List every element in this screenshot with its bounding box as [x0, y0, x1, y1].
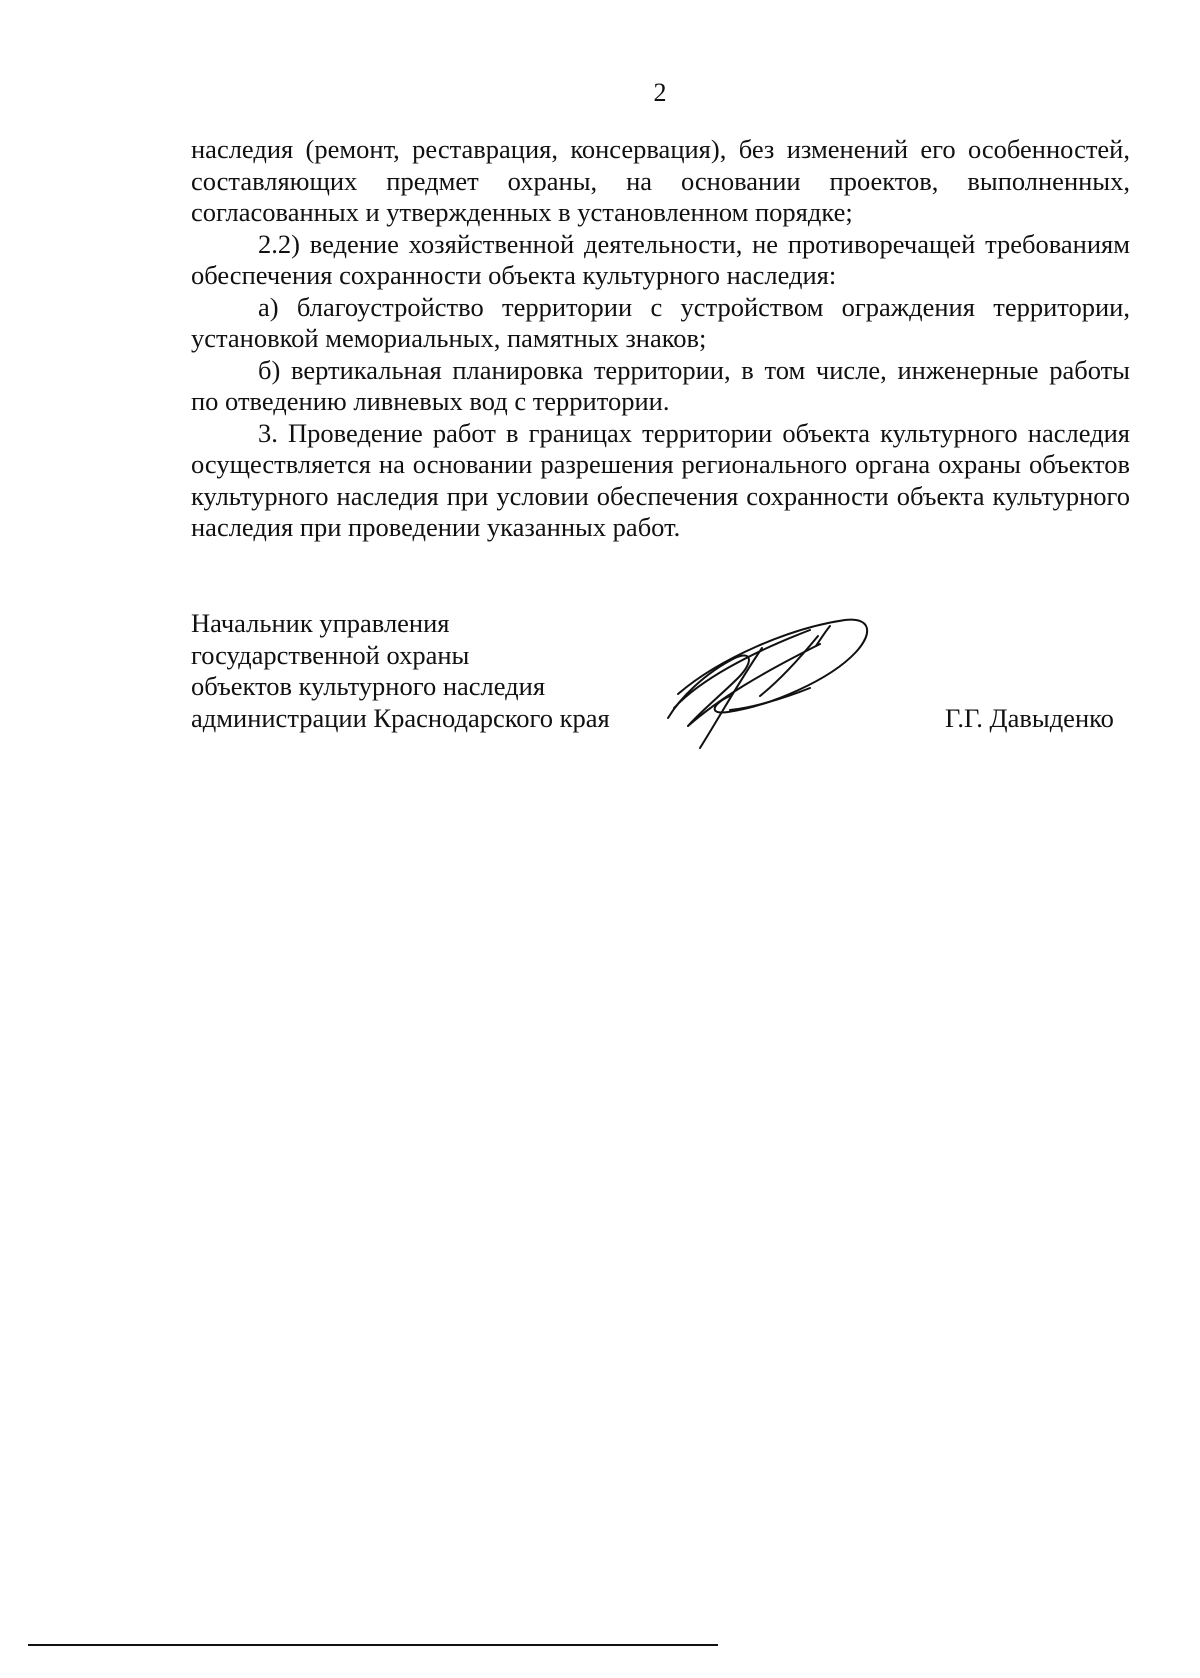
handwritten-signature	[660, 618, 900, 768]
paragraph-b: б) вертикальная планировка территории, в том числе, инженерные работы по отведению ливневых вод с территории.	[191, 354, 1130, 416]
footer-divider	[28, 1644, 718, 1646]
signatory-title-line: государственной охраны	[191, 639, 470, 670]
paragraph-continuation: наследия (ремонт, реставрация, консервация), без изменений его особенностей, составляющих предмет охраны, на основании проектов, выполненных, согласованных и утвержденных в установленном порядке;	[191, 134, 1130, 227]
signatory-title-line: объектов культурного наследия	[191, 671, 546, 701]
paragraph-a: а) благоустройство территории с устройством ограждения территории, установкой мемориальных, памятных знаков;	[191, 291, 1130, 353]
signatory-title-line: Начальник управления	[191, 608, 450, 638]
paragraph-2-2: 2.2) ведение хозяйственной деятельности, не противоречащей требованиям обеспечения сохранности объекта культурного наследия:	[191, 228, 1130, 290]
page-number: 2	[653, 78, 667, 107]
document-body	[191, 134, 1130, 544]
signatory-title	[191, 608, 610, 734]
signatory-title-line: администрации Краснодарского края	[191, 702, 610, 733]
paragraph-3: 3. Проведение работ в границах территории объекта культурного наследия осуществляется на основании разрешения регионального органа охраны объектов культурного наследия при условии обеспечения сохранности объекта культурного наследия при проведении указанных работ.	[191, 417, 1130, 542]
signer-name: Г.Г. Давыденко	[945, 703, 1114, 733]
